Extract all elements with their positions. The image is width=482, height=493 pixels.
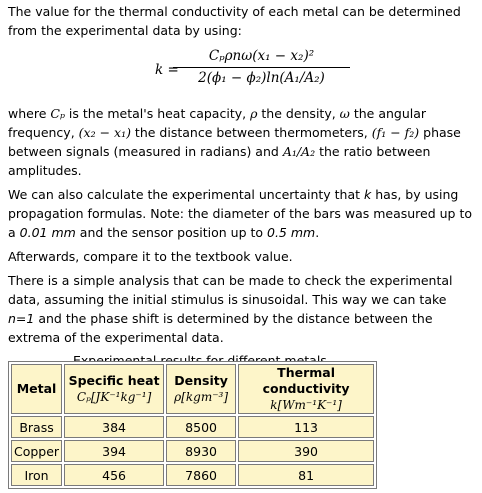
header-specific-heat <box>64 364 164 414</box>
header-specific-unit: Cₚ[JK⁻¹kg⁻¹] <box>76 390 152 404</box>
header-density <box>166 364 236 414</box>
table-row <box>11 440 374 462</box>
cell-specific-heat: 384 <box>64 416 164 438</box>
cell-specific-heat: 394 <box>64 440 164 462</box>
cell-metal: Copper <box>11 440 62 462</box>
text: has, by using propagation formulas. Note: the diameter of the bars was measured up to a <box>8 187 473 240</box>
cell-density: 7860 <box>166 464 236 486</box>
header-conductivity-label: Thermal conductivity <box>262 365 350 396</box>
cell-conductivity: 81 <box>238 464 374 486</box>
cell-density: 8930 <box>166 440 236 462</box>
document-body <box>8 2 476 370</box>
math-rho: ρ <box>250 106 258 121</box>
text: the density, <box>257 106 340 121</box>
math-k: k <box>364 187 372 202</box>
cell-conductivity: 390 <box>238 440 374 462</box>
header-metal: Metal <box>11 364 62 414</box>
text: and the sensor position up to <box>75 225 267 240</box>
table-header-row <box>11 364 374 414</box>
header-density-unit: ρ[kgm⁻³] <box>174 390 229 404</box>
afterwards-paragraph: Afterwards, compare it to the textbook value. <box>8 249 293 264</box>
header-density-label: Density <box>174 373 228 388</box>
variables-paragraph <box>8 104 476 180</box>
text: is the metal's heat capacity, <box>64 106 251 121</box>
results-table <box>8 361 377 489</box>
header-specific-label: Specific heat <box>68 373 160 388</box>
text: and the phase shift is determined by the distance between the extrema of the experimental data. <box>8 311 433 345</box>
text: There is a simple analysis that can be made to check the experimental data, assuming the initial stimulus is sinusoidal. This way we can take <box>8 273 453 307</box>
position-precision: 0.5 mm <box>267 225 316 240</box>
table-row <box>11 416 374 438</box>
math-phase: (f₁ − f₂) <box>371 125 420 140</box>
header-conductivity-unit: k[Wm⁻¹K⁻¹] <box>270 398 342 412</box>
conductivity-formula <box>8 44 476 98</box>
text: phase between signals (measured in radians) and <box>8 125 461 159</box>
cell-metal: Iron <box>11 464 62 486</box>
analysis-paragraph <box>8 271 476 347</box>
intro-paragraph: The value for the thermal conductivity of each metal can be determined from the experimental data by using: <box>8 4 461 38</box>
math-n: n=1 <box>8 311 35 326</box>
math-distance: (x₂ − x₁) <box>78 125 131 140</box>
text: . <box>315 225 320 240</box>
text: the distance between thermometers, <box>130 125 372 140</box>
uncertainty-paragraph <box>8 185 476 242</box>
cell-specific-heat: 456 <box>64 464 164 486</box>
formula-lhs: k = <box>155 62 179 78</box>
diameter-precision: 0.01 mm <box>19 225 76 240</box>
cell-metal: Brass <box>11 416 62 438</box>
text: We can also calculate the experimental uncertainty that <box>8 187 365 202</box>
header-thermal-conductivity <box>238 364 374 414</box>
cell-density: 8500 <box>166 416 236 438</box>
text: where <box>8 106 51 121</box>
formula-denominator: 2(ϕ₁ − ϕ₂)ln(A₁/A₂) <box>198 70 325 86</box>
formula-fraction <box>173 44 350 86</box>
text: the ratio between amplitudes. <box>8 144 431 178</box>
text: the angular frequency, <box>8 106 427 140</box>
formula-numerator: Cₚρnω(x₁ − x₂)² <box>173 44 350 68</box>
math-amplitude-ratio: A₁/A₂ <box>282 144 316 159</box>
table-row <box>11 464 374 486</box>
math-omega: ω <box>339 106 350 121</box>
math-cp: Cₚ <box>50 106 65 121</box>
cell-conductivity: 113 <box>238 416 374 438</box>
